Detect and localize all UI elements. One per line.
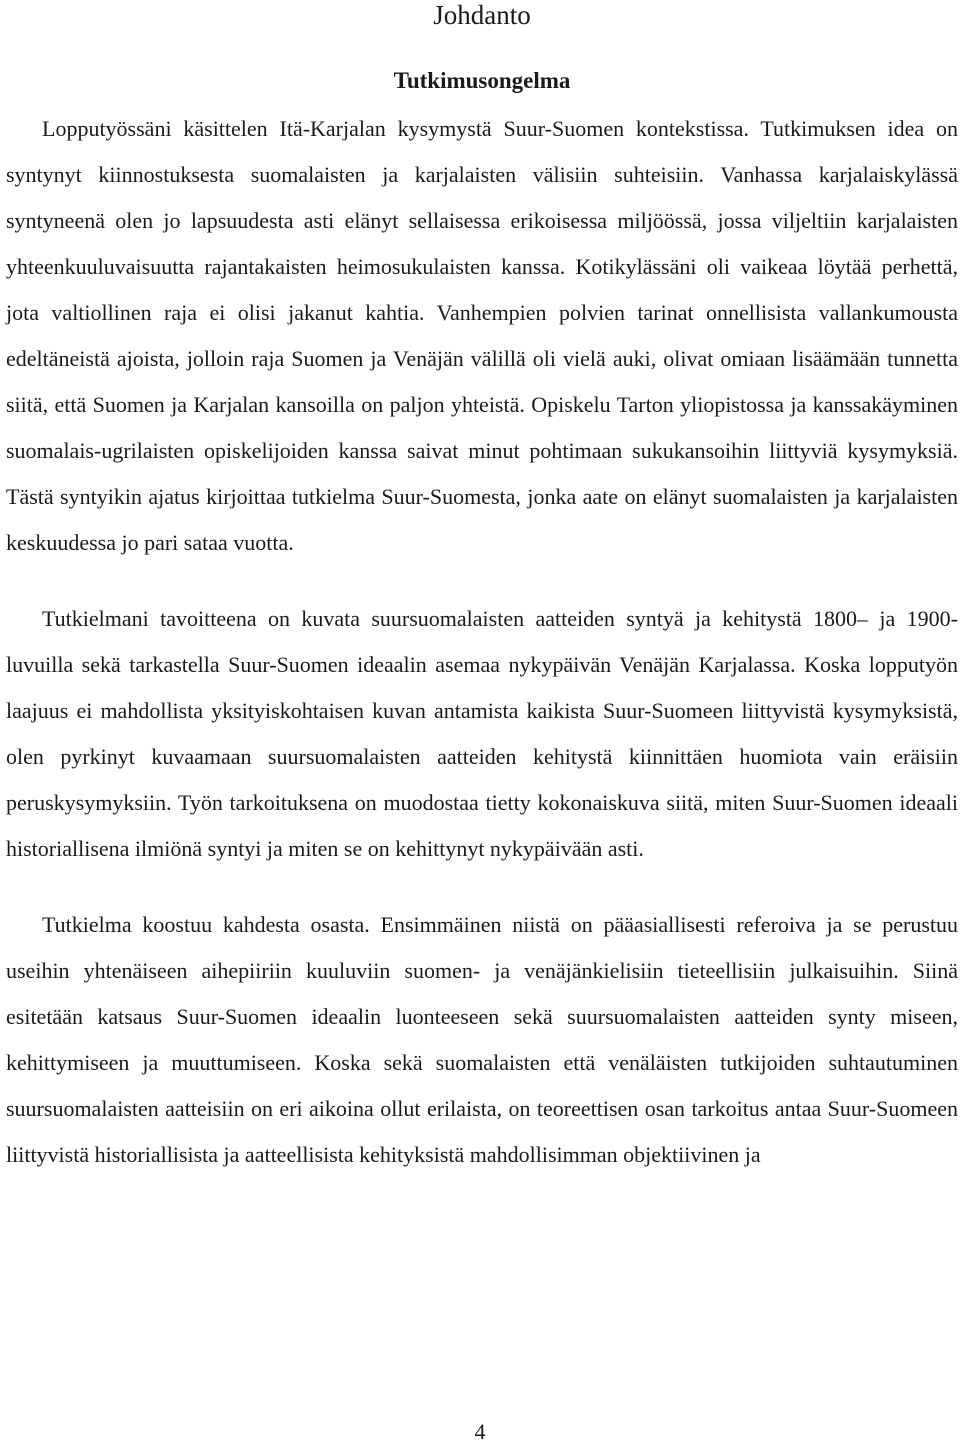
section-title: Tutkimusongelma [393,68,571,93]
paragraph-2: Tutkielmani tavoitteena on kuvata suursuomalaisten aatteiden syntyä ja kehitystä 1800– ja 1900-luvuilla sekä tarkastella Suur-Suomen ideaalin asemaa nykypäivän Venäjän Karjalassa. Koska lopputyön laajuus ei mahdollista yksityiskohtaisen kuvan antamista kaikista Suur-Suomeen liittyvistä kysymyksistä, olen pyrkinyt kuvaamaan suursuomalaisten aatteiden kehitystä kiinnittäen huomiota vain eräisiin peruskysymyksiin. Työn tarkoituksena on muodostaa tietty kokonaiskuva siitä, miten Suur-Suomen ideaali historiallisena ilmiönä syntyi ja miten se on kehittynyt nykypäivään asti. [6,606,958,861]
page-number: 4 [474,1419,486,1444]
paragraph-3: Tutkielma koostuu kahdesta osasta. Ensimmäinen niistä on pääasiallisesti referoiva ja se perustuu useihin yhtenäiseen aihepiiriin kuuluviin suomen- ja venäjänkielisiin tieteellisiin julkaisuihin. Siinä esitetään katsaus Suur-Suomen ideaalin luonteeseen sekä suursuomalaisten aatteiden synty miseen, kehittymiseen ja muuttumiseen. Koska sekä suomalaisten että venäläisten tutkijoiden suhtautuminen suursuomalaisten aatteisiin on eri aikoina ollut erilaista, on teoreettisen osan tarkoitus antaa Suur-Suomeen liittyvistä historiallisista ja aatteellisista kehityksistä mahdollisimman objektiivinen ja [6,912,958,1167]
chapter-title: Johdanto [433,0,531,30]
paragraph-1: Lopputyössäni käsittelen Itä-Karjalan kysymystä Suur-Suomen kontekstissa. Tutkimuksen idea on syntynyt kiinnostuksesta suomalaisten ja karjalaisten välisiin suhteisiin. Vanhassa karjalaiskylässä syntyneenä olen jo lapsuudesta asti elänyt sellaisessa erikoisessa miljöössä, jossa viljeltiin karjalaisten yhteenkuuluvaisuutta rajantakaisten heimosukulaisten kanssa. Kotikylässäni oli vaikeaa löytää perhettä, jota valtiollinen raja ei olisi jakanut kahtia. Vanhempien polvien tarinat onnellisista vallankumousta edeltäneistä ajoista, jolloin raja Suomen ja Venäjän välillä oli vielä auki, olivat omiaan lisäämään tunnetta siitä, että Suomen ja Karjalan kansoilla on paljon yhteistä. Opiskelu Tarton yliopistossa ja kanssakäyminen suomalais-ugrilaisten opiskelijoiden kanssa saivat minut pohtimaan sukukansoihin liittyviä kysymyksiä. Tästä syntyikin ajatus kirjoittaa tutkielma Suur-Suomesta, jonka aate on elänyt suomalaisten ja karjalaisten keskuudessa jo pari sataa vuotta. [6,116,958,555]
document-page [6,0,958,1178]
